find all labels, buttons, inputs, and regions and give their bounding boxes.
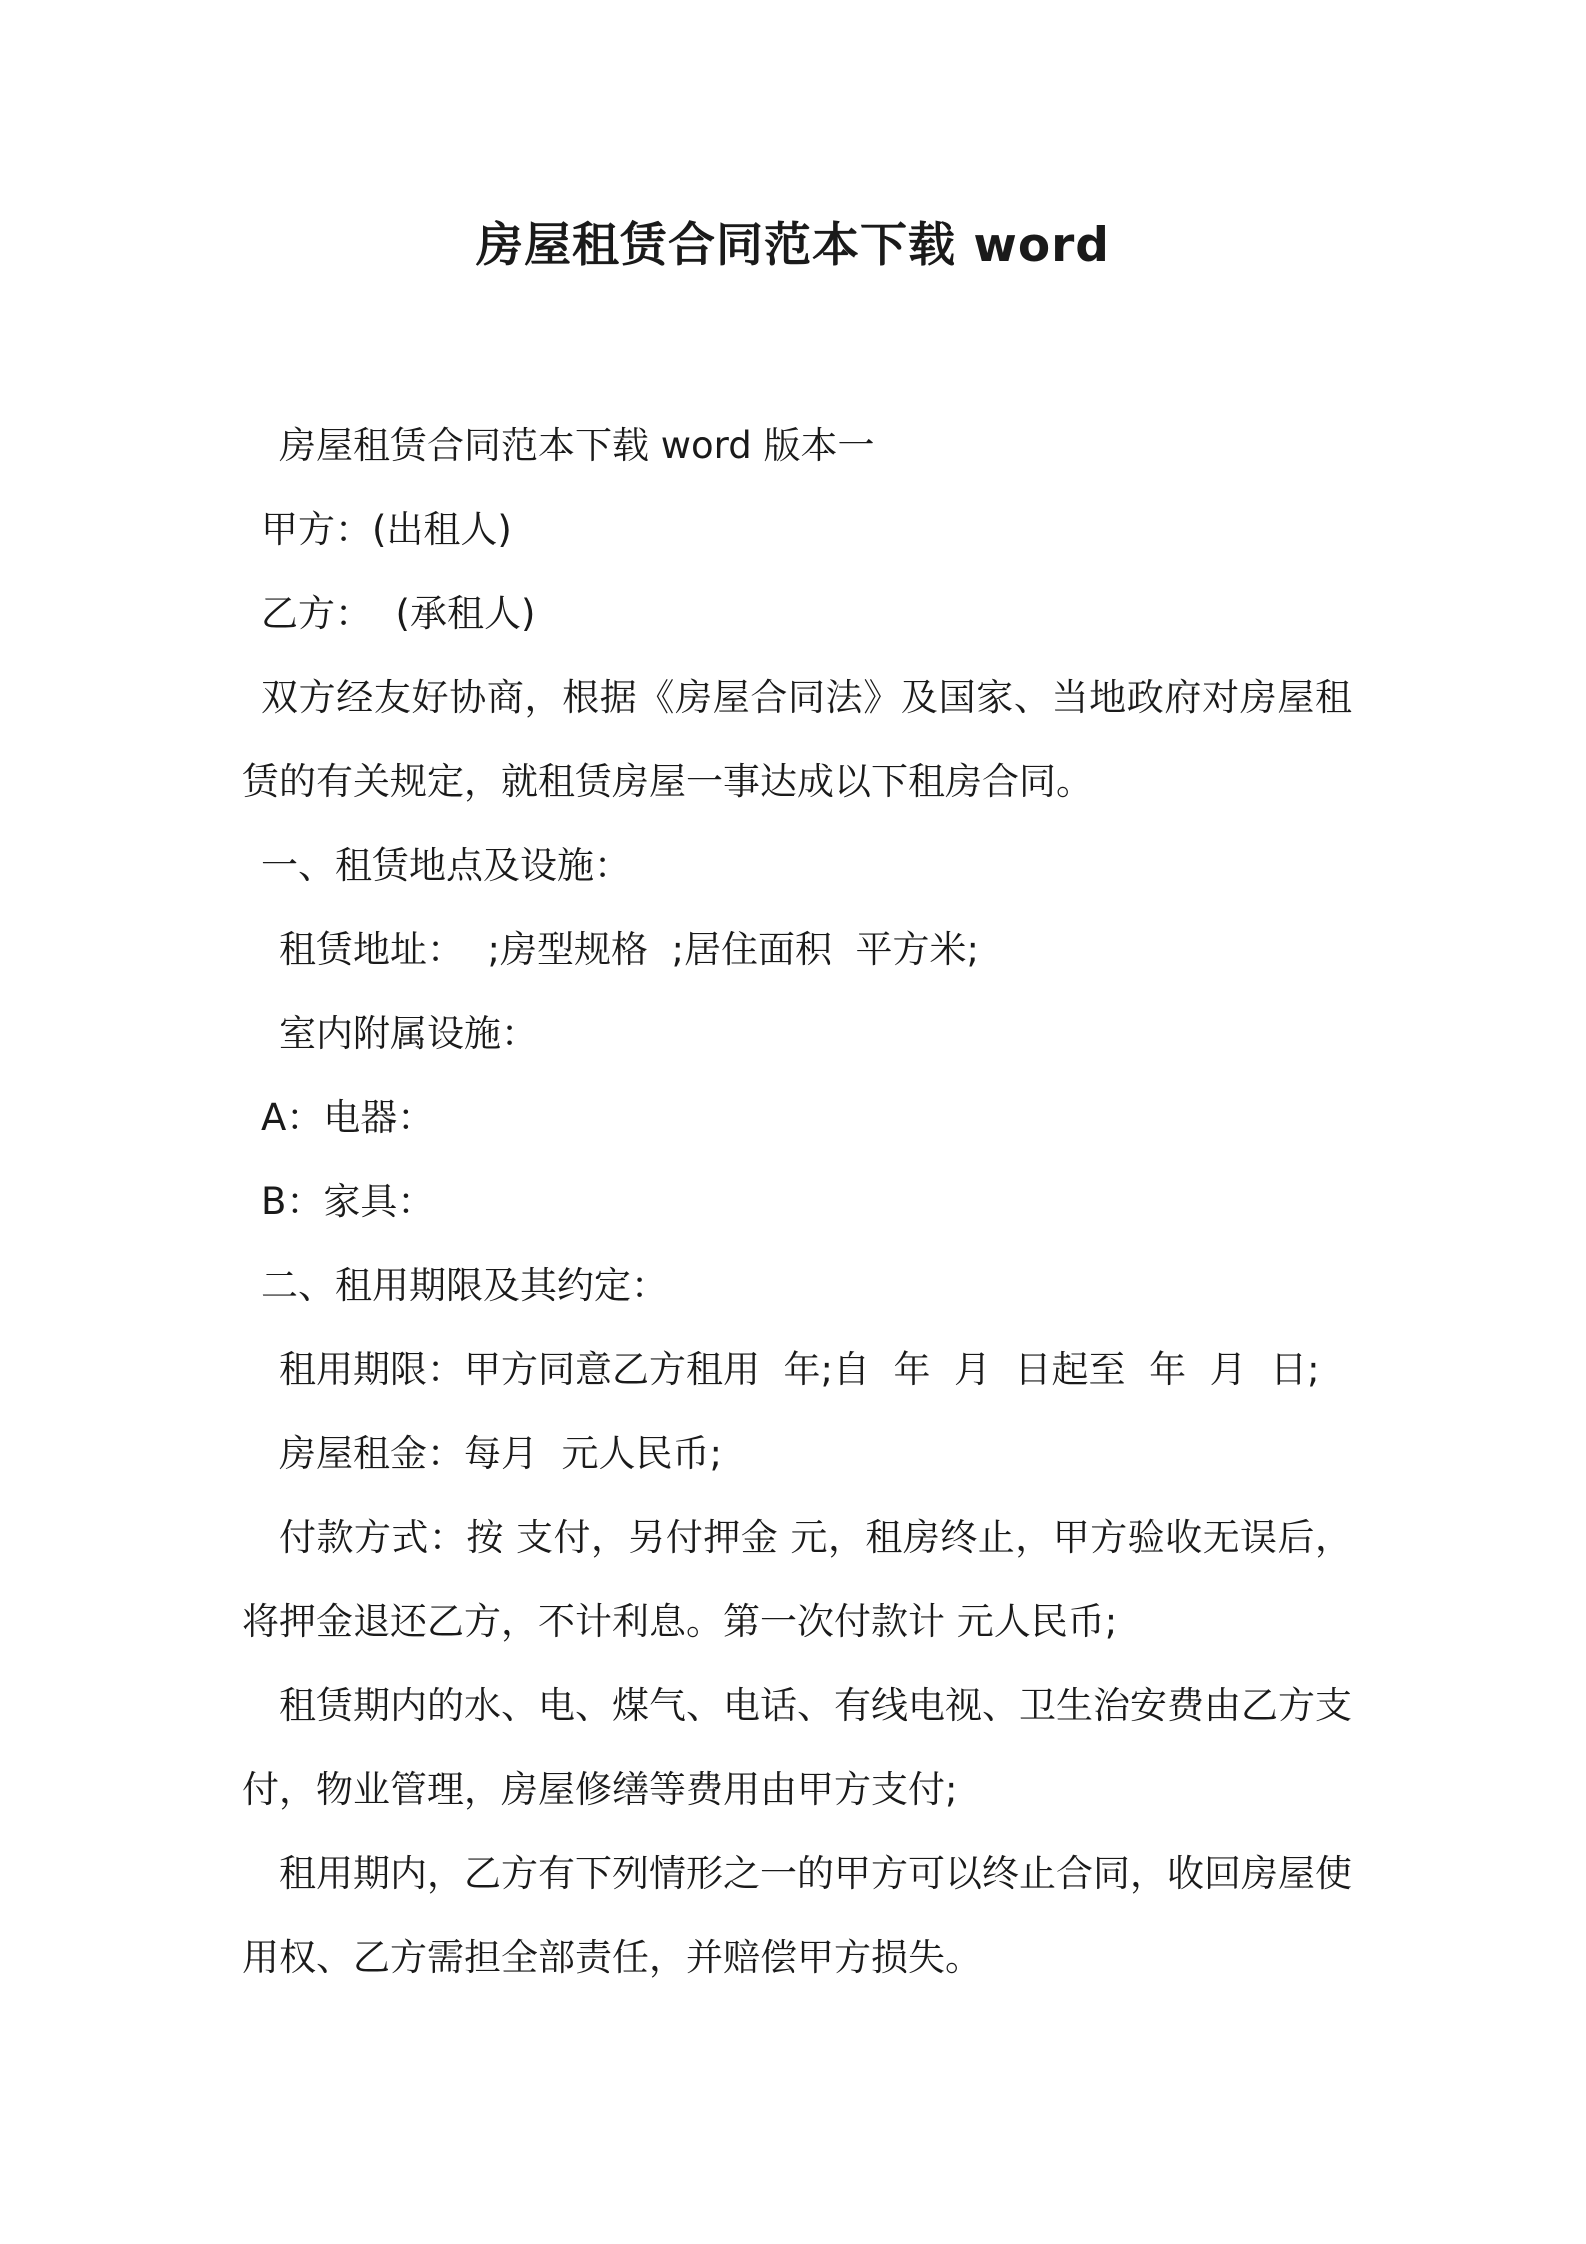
- document-title: 房屋租赁合同范本下载 word: [476, 218, 1110, 273]
- rent-line: 房屋租金：每月 元人民币;: [279, 1432, 722, 1475]
- termination-paragraph: 租用期内，乙方有下列情形之一的甲方可以终止合同，收回房屋使用权、乙方需担全部责任，并赔偿甲方损失。: [242, 1852, 1352, 1979]
- appliances-line: A：电器：: [261, 1096, 435, 1139]
- facilities-line: 室内附属设施：: [279, 1012, 538, 1055]
- document-body: [242, 404, 1352, 2000]
- party-a-line: 甲方：(出租人): [261, 508, 512, 551]
- rental-address-line: 租赁地址： ;房型规格 ;居住面积 平方米;: [279, 928, 979, 971]
- section-1-heading: 一、租赁地点及设施：: [261, 844, 631, 887]
- payment-method-paragraph: 付款方式：按 支付，另付押金 元，租房终止，甲方验收无误后，将押金退还乙方，不计利息。第一次付款计 元人民币;: [242, 1516, 1352, 1643]
- party-b-line: 乙方： (承租人): [261, 592, 536, 635]
- section-2-heading: 二、租用期限及其约定：: [261, 1264, 668, 1307]
- version-heading: 房屋租赁合同范本下载 word 版本一: [279, 424, 875, 467]
- lease-term-line: 租用期限：甲方同意乙方租用 年;自 年 月 日起至 年 月 日;: [279, 1348, 1320, 1391]
- utilities-paragraph: 租赁期内的水、电、煤气、电话、有线电视、卫生治安费由乙方支付，物业管理，房屋修缮等费用由甲方支付;: [242, 1684, 1352, 1811]
- furniture-line: B：家具：: [261, 1180, 435, 1223]
- preamble-paragraph: 双方经友好协商，根据《房屋合同法》及国家、当地政府对房屋租赁的有关规定，就租赁房屋一事达成以下租房合同。: [242, 676, 1352, 803]
